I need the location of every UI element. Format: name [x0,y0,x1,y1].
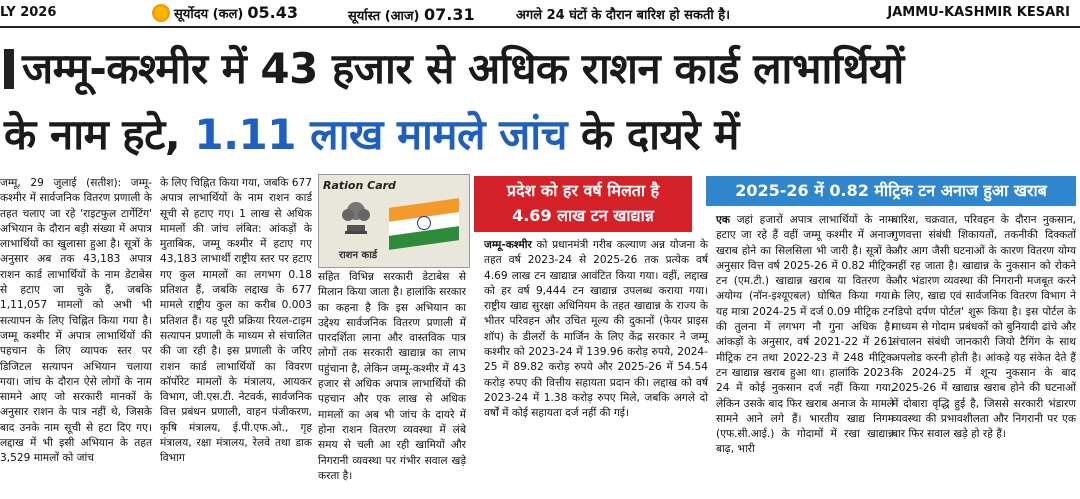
sunset-info [348,5,475,24]
chakra-icon [417,216,431,230]
column-5-lead: एक [716,214,730,226]
sun-icon [152,4,170,22]
headline-line-2a: के नाम हटे, [4,110,195,159]
ration-card-hindi: राशन कार्ड [339,250,378,261]
newspaper-name: JAMMU-KASHMIR KESARI [887,5,1070,20]
sunrise-label: सूर्योदय (कल) [174,6,244,22]
column-5-body: जहां हजारों अपात्र लाभार्थियों के नाम हटाए जा रहे हैं वहीं जम्मू कश्मीर में अनाज खराब होने का सिलसिला भी जारी है। सूत्रों के अनुसार वित्त वर्ष 2025-26 में 0.82 मीट्रिक टन (एम.टी.) खाद्यान्न खराब या वितरण के अयोग्य (नॉन-इश्यूएबल) घोषित किया गया। यह मात्रा 2024-25 में दर्ज 0.09 मीट्रिक टन की तुलना में लगभग नौ गुना अधिक है। आंकड़ों के अनुसार, वर्ष 2021-22 में 261 मीट्रिक टन तथा 2022-23 में 248 मीट्रिक टन खाद्यान्न खराब हुआ था। हालांकि 2023-24 में कोई नुकसान दर्ज नहीं किया गया, लेकिन उसके बाद फिर खराब अनाज के मामले सामने आने लगे हैं। भारतीय खाद्य निगम (एफ.सी.आई.) के गोदामों में रखा खाद्यान्न बाढ़, भारी [716,214,894,456]
quote-mark-icon [4,49,14,89]
headline-line-1 [4,36,1080,102]
sunset-label: सूर्यास्त (आज) [348,9,420,24]
issue-date: LY 2026 [0,5,57,20]
red-subheading-box [474,176,692,232]
article-column-5 [706,213,894,458]
article-column-3: सहित विभिन्न सरकारी डेटाबेस से मिलान किया जाता है। हालांकि सरकार का कहना है कि इस अभियान का उद्देश्य सार्वजनिक वितरण प्रणाली में पारदर्शिता लाना और वास्तविक पात्र लोगों तक सरकारी खाद्यान्न का लाभ पहुंचाना है, लेकिन जम्मू-कश्मीर में 43 हजार से अधिक अपात्र लाभार्थियों की पहचान और एक लाख से अधिक मामलों का अब भी जांच के दायरे में होना राशन वितरण व्यवस्था में लंबे समय से चली आ रही खामियों और निगरानी व्यवस्था पर गंभीर सवाल खड़े करता है। [318,271,466,482]
article-column-4 [474,238,708,422]
red-box-line-1: प्रदेश को हर वर्ष मिलता है [506,181,660,200]
headline-line-2 [4,102,1080,168]
sunrise-info [152,3,298,22]
national-emblem-icon [339,195,373,239]
masthead-strip [0,0,1080,28]
blue-subheading-box: 2025-26 में 0.82 मीट्रिक टन अनाज हुआ खराब [706,176,1076,206]
weather-forecast: अगले 24 घंटों के दौरान बारिश हो सकती है। [516,8,731,23]
sunset-time: 07.31 [424,5,475,24]
column-4-body: को प्रधानमंत्री गरीब कल्याण अन्न योजना के तहत वर्ष 2023-24 से 2025-26 तक प्रत्येक वर्ष 4.69 लाख टन खाद्यान्न आवंटित किया गया। वहीं, लद्दाख को हर वर्ष 9,444 टन खाद्यान्न उपलब्ध कराया गया। राष्ट्रीय खाद्य सुरक्षा अधिनियम के तहत खाद्यान्न के राज्य के भीतर परिवहन और उचित मूल्य की दुकानों (फेयर प्राइस शॉप) के डीलरों के मार्जिन के लिए केंद्र सरकार ने जम्मू कश्मीर को 2023-24 में 139.96 करोड़ रुपये, 2024-25 में 89.82 करोड़ रुपये और 2025-26 में 54.54 करोड़ रुपए की वित्तीय सहायता प्रदान की। लद्दाख को वर्ष 2023-24 में 1.38 करोड़ रुपए मिले, जबकि अगले दो वर्षों में कोई सहायता दर्ज नहीं की गई। [484,239,708,420]
red-box-line-2: 4.69 लाख टन खाद्यान्न [512,206,654,225]
column-4-lead: जम्मू-कश्मीर [484,239,532,251]
headline-line-2c: के दायरे में [566,110,739,159]
page-headline [4,36,1080,168]
article-column-1: जम्मू, 29 जुलाई (सतीश): जम्मू-कश्मीर में सार्वजनिक वितरण प्रणाली के तहत चलाए जा रहे 'राइटफुल टार्गेटिंग' अभियान के दौरान बड़ी संख्या में अपात्र लाभार्थियों का खुलासा हुआ है। सूत्रों के अनुसार अब तक 43,183 अपात्र राशन कार्ड लाभार्थियों के नाम डेटाबेस से हटाए जा चुके हैं, जबकि 1,11,057 मामलों को अभी भी सत्यापन के लिए चिह्नित किया गया है। जम्मू कश्मीर में अपात्र लाभार्थियों की पहचान के लिए व्यापक स्तर पर डिजिटल सत्यापन अभियान चलाया गया। जांच के दौरान ऐसे लोगों के नाम सामने आए जो सरकारी मानकों के अनुसार राशन के पात्र नहीं थे, जिसके बाद उनके नाम सूची से हटा दिए गए। लद्दाख में भी इसी अभियान के तहत 3,529 मामलों को जांच [0,177,152,465]
sunrise-time: 05.43 [247,3,298,22]
ration-card-title: Ration Card [323,179,396,192]
ration-card-image [318,174,470,268]
headline-line-1-text: जम्मू-कश्मीर में 43 हजार से अधिक राशन कार्ड लाभार्थियों [22,44,904,93]
article-column-6: बारिश, चक्रवात, परिवहन के दौरान नुकसान, गुणवत्ता संबंधी शिकायतों, तकनीकी दिक्कतों और आग जैसी घटनाओं के कारण वितरण योग्य नहीं रह जाता है। खाद्यान्न के नुकसान को रोकने और भंडारण व्यवस्था की निगरानी मजबूत करने के लिए, खाद्य एवं सार्वजनिक वितरण विभाग ने 'डिपो दर्पण पोर्टल' शुरू किया है। इस पोर्टल के माध्यम से गोदाम प्रबंधकों को बुनियादी ढांचे और संचालन संबंधी जानकारी जियो टैगिंग के साथ अपलोड करनी होती है। आंकड़े यह संकेत देते हैं कि 2024-25 में शून्य नुकसान के बाद 2025-26 में खाद्यान्न खराब होने की घटनाओं में दोबारा वृद्धि हुई है, जिससे सरकारी भंडारण व्यवस्था की प्रभावशीलता और निगरानी पर एक बार फिर सवाल खड़े हो रहे हैं। [892,214,1076,441]
article-column-2: के लिए चिह्नित किया गया, जबकि 677 अपात्र लाभार्थियों के नाम राशन कार्ड सूची से हटाए गए। 1 लाख से अधिक मामलों की जांच लंबित: आंकड़ों के मुताबिक, जम्मू कश्मीर में हटाए गए 43,183 लाभार्थी राष्ट्रीय स्तर पर हटाए गए कुल मामलों का लगभग 0.18 प्रतिशत हैं, जबकि लद्दाख के 677 मामले राष्ट्रीय कुल का करीब 0.003 प्रतिशत हैं। यह पूरी प्रक्रिया रियल-टाइम सत्यापन प्रणाली के माध्यम से संचालित की जा रही है। इस प्रणाली के जरिए राशन कार्ड लाभार्थियों का विवरण कॉर्पोरेट मामलों के मंत्रालय, आयकर विभाग, जी.एस.टी. नेटवर्क, सार्वजनिक वित्त प्रबंधन प्रणाली, वाहन पंजीकरण, कृषि मंत्रालय, ई.पी.एफ.ओ., गृह मंत्रालय, रक्षा मंत्रालय, रेलवे तथा डाक विभाग [160,177,312,465]
headline-highlight: 1.11 लाख मामले जांच [194,110,567,159]
